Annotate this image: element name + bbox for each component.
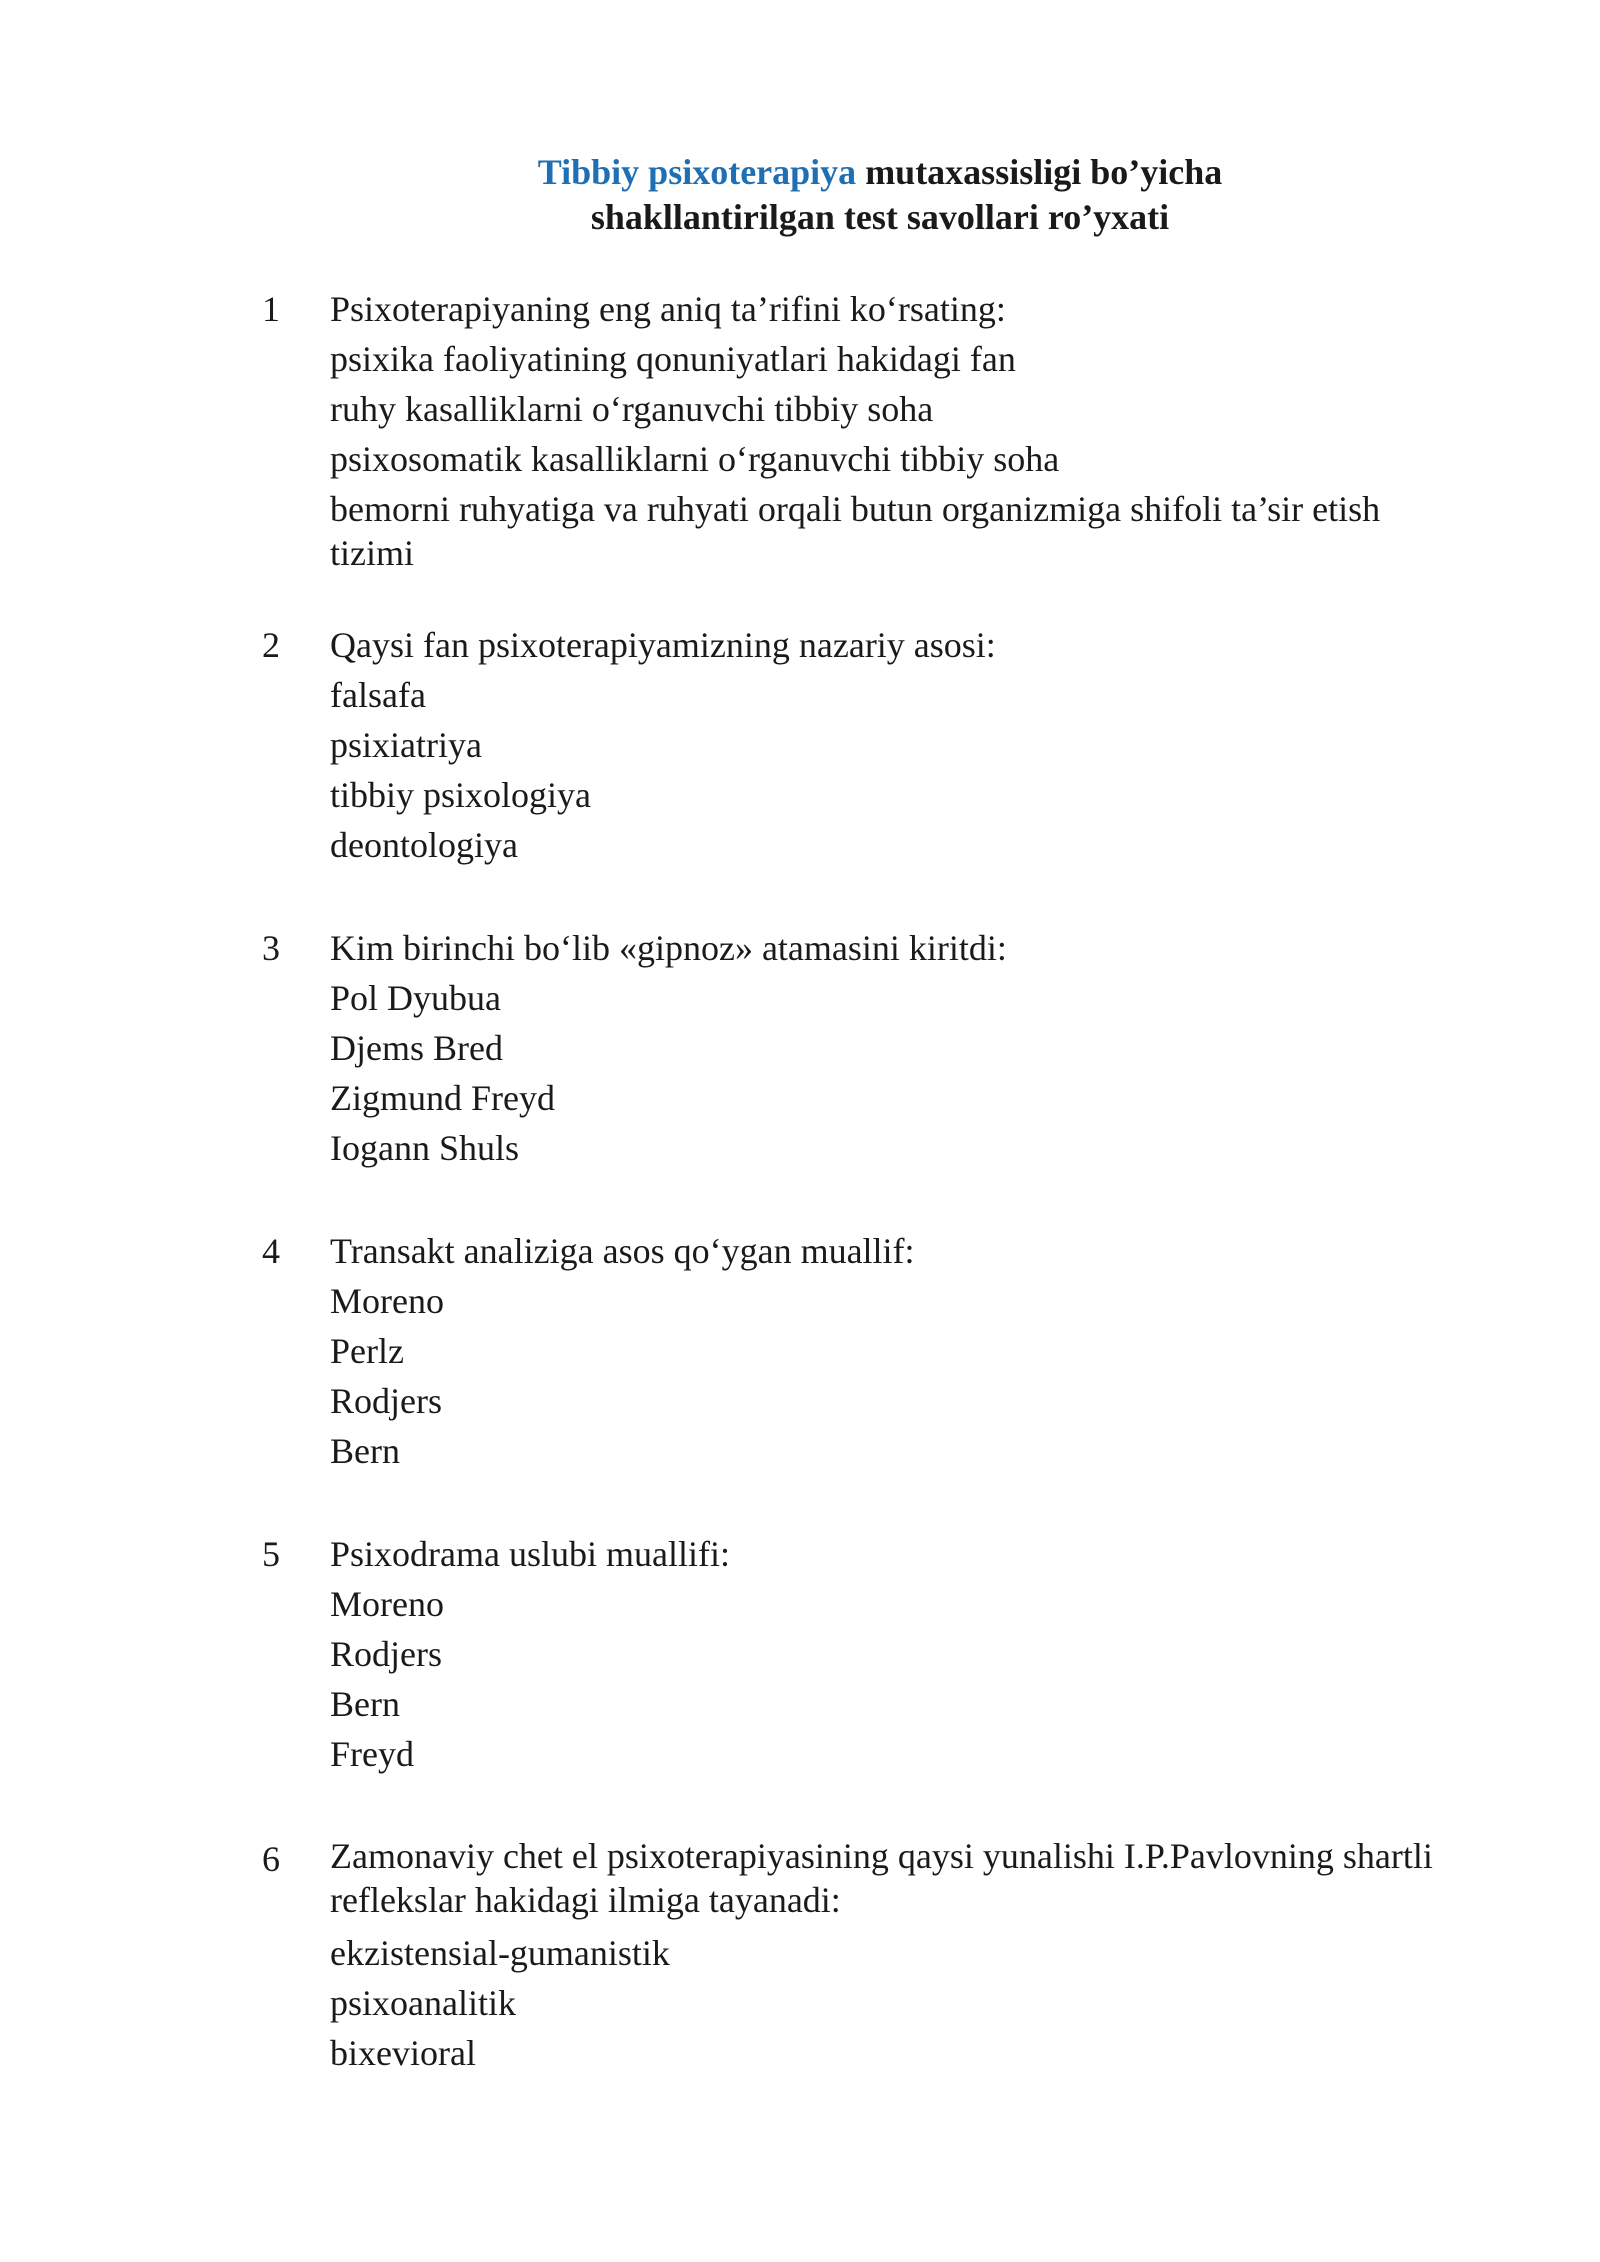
answer-option: Zigmund Freyd: [330, 1078, 555, 1118]
question-number: 5: [262, 1534, 280, 1574]
answer-option: Bern: [330, 1684, 400, 1724]
title-accent: Tibbiy psixoterapiya: [537, 152, 857, 192]
answer-option: psixiatriya: [330, 725, 482, 765]
answer-option: bemorni ruhyatiga va ruhyati orqali butun organizmiga shifoli ta’sir etish tizimi: [330, 489, 1381, 573]
answer-option: Moreno: [330, 1281, 444, 1321]
question-number: 4: [262, 1231, 280, 1271]
answer-option: ekzistensial-gumanistik: [330, 1933, 670, 1973]
question-text: Kim birinchi bo‘lib «gipnoz» atamasini kiritdi:: [330, 928, 1007, 968]
answer-option: tibbiy psixologiya: [330, 775, 591, 815]
answer-option: falsafa: [330, 675, 426, 715]
title-line-2: shakllantirilgan test savollari ro’yxati: [590, 197, 1170, 237]
question-number: 1: [262, 289, 280, 329]
answer-option: Pol Dyubua: [330, 978, 501, 1018]
answer-option: Rodjers: [330, 1634, 442, 1674]
answer-option: Rodjers: [330, 1381, 442, 1421]
answer-option: psixika faoliyatining qonuniyatlari hakidagi fan: [330, 339, 1016, 379]
question-number: 3: [262, 928, 280, 968]
answer-option: Moreno: [330, 1584, 444, 1624]
answer-option: psixoanalitik: [330, 1983, 516, 2023]
answer-option: bixevioral: [330, 2033, 476, 2073]
question-body: [330, 1529, 1460, 1779]
question-text: Qaysi fan psixoterapiyamizning nazariy asosi:: [330, 625, 996, 665]
question-text: Psixodrama uslubi muallifi:: [330, 1534, 730, 1574]
answer-option: Iogann Shuls: [330, 1128, 519, 1168]
question-body: [330, 284, 1460, 575]
question-body: [330, 620, 1460, 870]
title-rest: mutaxassisligi bo’yicha: [856, 152, 1223, 192]
answer-option: Perlz: [330, 1331, 404, 1371]
question-text: Psixoterapiyaning eng aniq ta’rifini ko‘rsating:: [330, 289, 1006, 329]
answer-option: Freyd: [330, 1734, 414, 1774]
answer-option: Bern: [330, 1431, 400, 1471]
answer-option: Djems Bred: [330, 1028, 503, 1068]
question-number: 6: [262, 1839, 280, 1879]
answer-option: psixosomatik kasalliklarni o‘rganuvchi tibbiy soha: [330, 439, 1060, 479]
title-line-1: [538, 152, 1222, 192]
question-number: 2: [262, 625, 280, 665]
answer-option: ruhy kasalliklarni o‘rganuvchi tibbiy soha: [330, 389, 934, 429]
question-text: Zamonaviy chet el psixoterapiyasining qaysi yunalishi I.P.Pavlovning shartli reflekslar hakidagi ilmiga tayanadi:: [330, 1836, 1433, 1920]
question-body: [330, 923, 1460, 1173]
document-title: [0, 150, 1600, 240]
answer-option: deontologiya: [330, 825, 518, 865]
question-text: Transakt analiziga asos qo‘ygan muallif:: [330, 1231, 915, 1271]
question-body: [330, 1226, 1460, 1476]
question-body: [330, 1834, 1460, 2078]
